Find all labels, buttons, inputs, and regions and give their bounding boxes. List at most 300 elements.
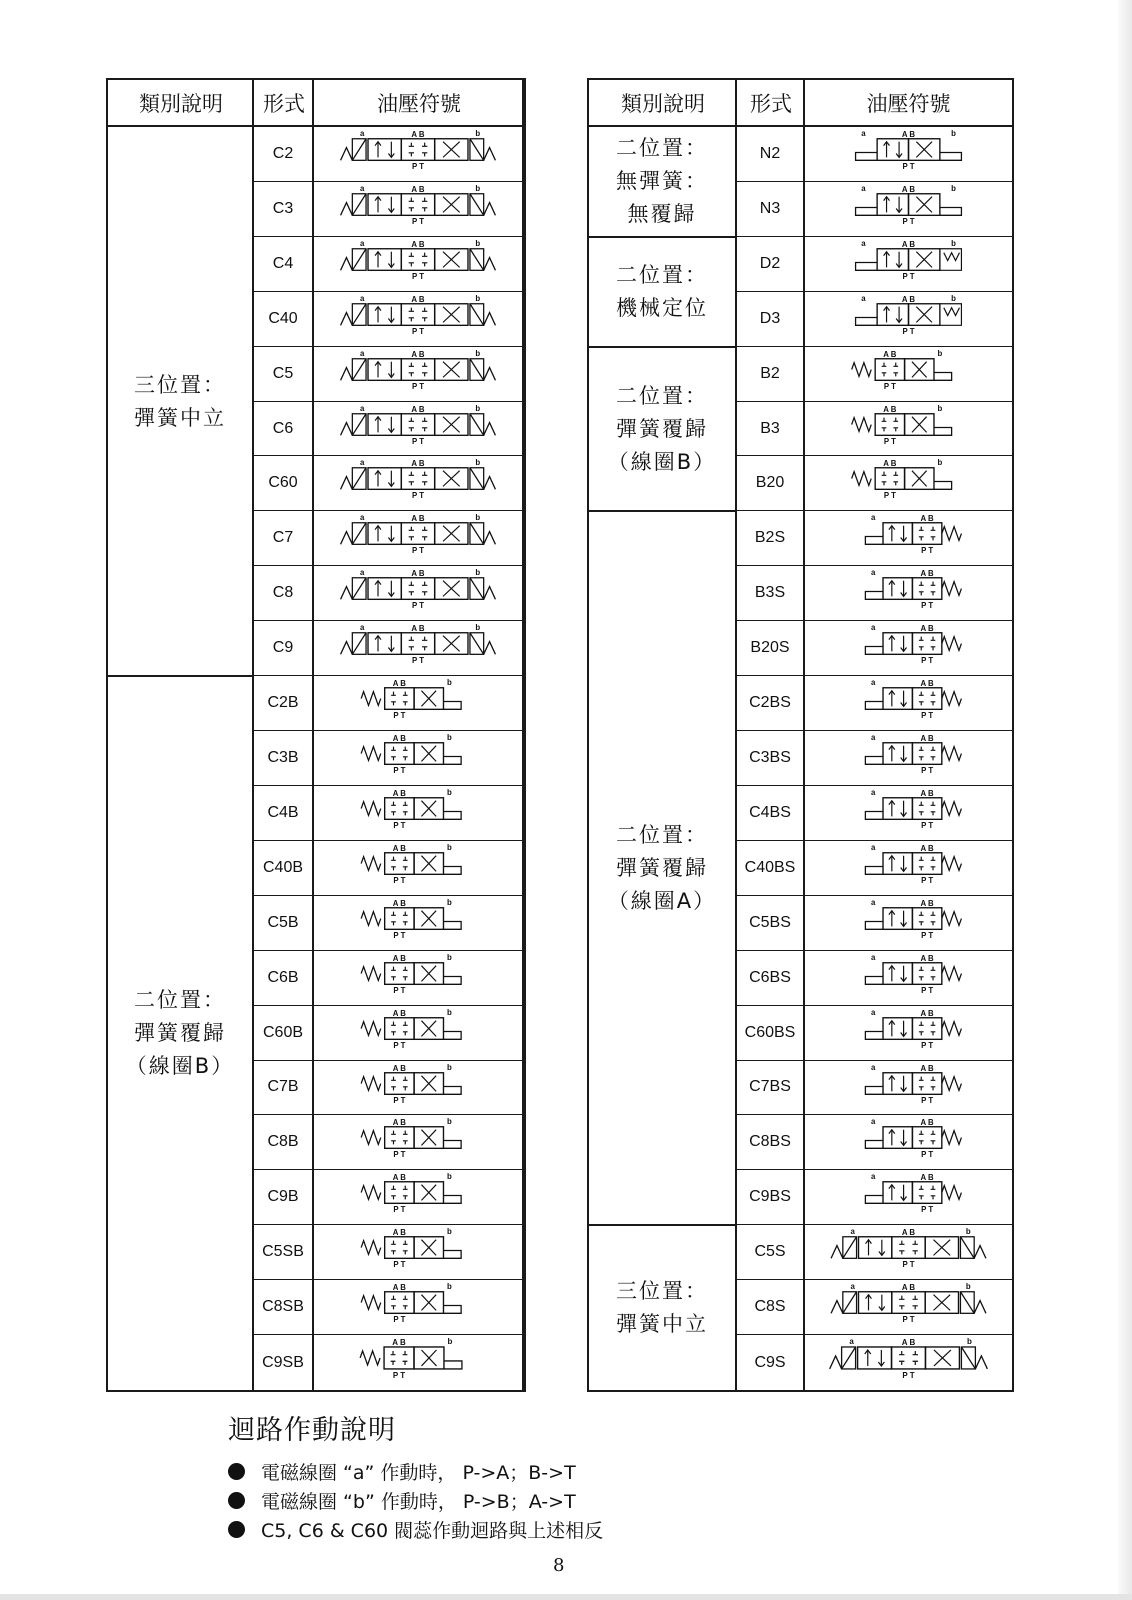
scan-bottom-edge [0, 1594, 1132, 1600]
model-code: C7 [254, 511, 312, 566]
svg-text:b: b [446, 1227, 452, 1237]
svg-text:P T: P T [921, 985, 934, 995]
model-code: C6B [254, 951, 312, 1006]
model-code: D2 [737, 237, 803, 292]
svg-text:A B: A B [392, 678, 406, 688]
scan-edge [1118, 0, 1132, 1600]
svg-text:a: a [359, 348, 365, 358]
svg-text:a: a [359, 403, 365, 413]
svg-text:P T: P T [902, 217, 915, 227]
hydraulic-symbol [805, 676, 1012, 731]
svg-text:P T: P T [411, 656, 425, 666]
note-item [228, 1457, 928, 1486]
svg-text:b: b [475, 183, 481, 193]
svg-text:A B: A B [392, 1008, 406, 1018]
model-code: C60 [254, 456, 312, 511]
svg-text:A B: A B [901, 1338, 916, 1348]
svg-text:A B: A B [392, 733, 406, 743]
category-line: 二位置： [616, 822, 708, 847]
svg-text:A B: A B [920, 953, 934, 963]
hydraulic-symbol [805, 1280, 1012, 1335]
hydraulic-symbol [805, 402, 1012, 457]
column-divider [522, 80, 524, 1390]
valve-symbol-icon [314, 1115, 522, 1169]
category-group [589, 237, 735, 347]
svg-text:a: a [871, 1117, 876, 1127]
note-text: C5, C6 & C60 閥蕊作動迴路與上述相反 [261, 1520, 604, 1542]
category-line: 彈簧覆歸 [616, 416, 708, 441]
svg-text:A B: A B [920, 1008, 934, 1018]
svg-text:A B: A B [392, 1282, 406, 1292]
svg-text:A B: A B [920, 788, 934, 798]
model-code: N3 [737, 182, 803, 237]
svg-text:a: a [871, 897, 876, 907]
valve-symbol-icon [805, 1006, 1012, 1060]
model-code: C5SB [254, 1225, 312, 1280]
svg-text:P T: P T [393, 766, 406, 776]
hydraulic-symbol [805, 731, 1012, 786]
hydraulic-symbol [314, 292, 522, 347]
svg-text:b: b [475, 403, 481, 413]
model-code: C4B [254, 786, 312, 841]
model-code: C9BS [737, 1170, 803, 1225]
valve-symbol-icon [805, 951, 1012, 1005]
hydraulic-symbol [805, 127, 1012, 182]
model-code: C40B [254, 841, 312, 896]
hydraulic-symbol [314, 237, 522, 292]
svg-text:b: b [446, 732, 452, 742]
svg-text:P T: P T [393, 821, 406, 831]
svg-text:a: a [871, 623, 876, 633]
svg-text:a: a [359, 623, 365, 633]
model-code: C40 [254, 292, 312, 347]
svg-text:P T: P T [393, 711, 406, 721]
svg-text:P T: P T [393, 1260, 406, 1270]
header-category: 類別說明 [108, 80, 254, 127]
svg-text:b: b [446, 1172, 452, 1182]
hydraulic-symbol [805, 347, 1012, 402]
hydraulic-symbol [805, 1006, 1012, 1061]
model-code: C8SB [254, 1280, 312, 1335]
hydraulic-symbol [314, 182, 522, 237]
hydraulic-symbol [805, 182, 1012, 237]
hydraulic-symbol [314, 786, 522, 841]
svg-text:a: a [359, 293, 365, 303]
hydraulic-symbol [314, 1061, 522, 1116]
model-code: C3 [254, 182, 312, 237]
svg-text:P T: P T [411, 381, 425, 391]
hydraulic-symbol [805, 1061, 1012, 1116]
svg-text:P T: P T [411, 162, 425, 172]
valve-symbol-icon [805, 676, 1012, 730]
note-text: 電磁線圈 “a” 作動時， P->A；B->T [261, 1462, 576, 1484]
hydraulic-symbol [314, 1280, 522, 1335]
model-code: N2 [737, 127, 803, 182]
model-code: C40BS [737, 841, 803, 896]
bullet-icon [228, 1492, 245, 1509]
model-code: C3BS [737, 731, 803, 786]
category-line: 機械定位 [616, 295, 708, 320]
valve-symbol-icon [314, 347, 522, 401]
valve-symbol-icon [805, 402, 1012, 456]
category-line: 二位置： [616, 136, 708, 161]
svg-text:P T: P T [393, 930, 406, 940]
category-line: 二位置： [134, 987, 226, 1012]
hydraulic-symbol [314, 1225, 522, 1280]
category-line: 三位置： [134, 372, 226, 397]
svg-text:A B: A B [411, 239, 425, 249]
svg-text:A B: A B [392, 1173, 406, 1183]
svg-text:P T: P T [883, 491, 896, 501]
svg-text:A B: A B [411, 294, 425, 304]
hydraulic-symbol [805, 292, 1012, 347]
svg-text:A B: A B [392, 1063, 406, 1073]
valve-symbol-icon [314, 731, 522, 785]
model-code: C8B [254, 1115, 312, 1170]
hydraulic-symbol [314, 456, 522, 511]
svg-text:A B: A B [920, 678, 934, 688]
category-line: 三位置： [616, 1278, 708, 1303]
svg-text:a: a [871, 1172, 876, 1182]
hydraulic-symbol [805, 1115, 1012, 1170]
svg-text:b: b [475, 568, 481, 578]
header-symbol: 油壓符號 [805, 80, 1012, 127]
svg-text:P T: P T [921, 1095, 934, 1105]
hydraulic-symbol [314, 402, 522, 457]
header-model: 形式 [737, 80, 805, 127]
valve-symbol-icon [314, 1280, 522, 1334]
valve-symbol-icon [314, 402, 522, 456]
svg-text:P T: P T [393, 1315, 406, 1325]
svg-text:a: a [871, 732, 876, 742]
svg-text:P T: P T [393, 876, 406, 886]
model-code: C8 [254, 566, 312, 621]
left-valve-table [106, 78, 526, 1392]
category-line: 二位置： [616, 383, 708, 408]
category-group [589, 127, 735, 237]
svg-text:A B: A B [920, 569, 934, 579]
page-number: 8 [553, 1555, 565, 1576]
valve-symbol-icon [314, 1006, 522, 1060]
svg-text:A B: A B [392, 898, 406, 908]
svg-text:P T: P T [902, 271, 915, 281]
svg-text:A B: A B [411, 569, 425, 579]
note-text: 電磁線圈 “b” 作動時， P->B；A->T [261, 1491, 576, 1513]
svg-text:b: b [475, 513, 481, 523]
category-line: 無彈簧： [616, 169, 708, 194]
hydraulic-symbol [805, 951, 1012, 1006]
valve-symbol-icon [805, 456, 1012, 510]
svg-text:P T: P T [883, 381, 896, 391]
model-code: C2BS [737, 676, 803, 731]
svg-text:a: a [871, 787, 876, 797]
category-line: （線圈B） [607, 449, 717, 474]
svg-text:A B: A B [392, 788, 406, 798]
svg-text:P T: P T [902, 1260, 915, 1270]
valve-symbol-icon [805, 786, 1012, 840]
svg-text:b: b [965, 1281, 971, 1291]
svg-text:a: a [871, 568, 876, 578]
category-group [108, 676, 252, 1390]
svg-text:b: b [475, 293, 481, 303]
svg-text:a: a [359, 458, 365, 468]
svg-text:A B: A B [920, 1063, 934, 1073]
bullet-icon [228, 1463, 245, 1480]
svg-text:P T: P T [393, 985, 406, 995]
valve-symbol-icon [805, 1115, 1012, 1169]
svg-text:a: a [359, 183, 365, 193]
svg-text:A B: A B [920, 843, 934, 853]
svg-text:P T: P T [921, 930, 934, 940]
svg-text:a: a [359, 513, 365, 523]
svg-text:b: b [966, 1337, 972, 1347]
svg-text:A B: A B [392, 1118, 406, 1128]
model-code: C5 [254, 347, 312, 402]
hydraulic-symbol [314, 731, 522, 786]
hydraulic-symbol [805, 1225, 1012, 1280]
svg-text:P T: P T [393, 1150, 406, 1160]
valve-symbol-icon [314, 127, 522, 181]
svg-text:A B: A B [901, 1282, 916, 1292]
valve-symbol-icon [805, 1280, 1012, 1334]
hydraulic-symbol [314, 1115, 522, 1170]
category-line: 彈簧覆歸 [616, 855, 708, 880]
hydraulic-symbol [805, 237, 1012, 292]
svg-text:b: b [951, 293, 956, 303]
svg-text:P T: P T [411, 546, 425, 556]
hydraulic-symbol [314, 566, 522, 621]
valve-symbol-icon [805, 182, 1012, 236]
svg-text:P T: P T [921, 1040, 934, 1050]
svg-text:A B: A B [411, 129, 425, 139]
hydraulic-symbol [314, 1170, 522, 1225]
svg-text:a: a [871, 513, 876, 523]
svg-text:P T: P T [921, 656, 934, 666]
category-line: 彈簧覆歸 [134, 1020, 226, 1045]
svg-text:A B: A B [411, 459, 425, 469]
model-code: B20S [737, 621, 803, 676]
valve-symbol-icon [805, 1335, 1012, 1390]
valve-symbol-icon [805, 292, 1012, 346]
svg-text:A B: A B [411, 514, 425, 524]
category-group [589, 511, 735, 1225]
valve-symbol-icon [314, 676, 522, 730]
svg-text:P T: P T [902, 162, 915, 172]
category-group [108, 127, 252, 676]
svg-text:A B: A B [901, 1228, 916, 1238]
bullet-icon [228, 1521, 245, 1538]
svg-text:b: b [446, 897, 452, 907]
svg-text:P T: P T [921, 821, 934, 831]
model-code: C6 [254, 402, 312, 457]
valve-symbol-icon [314, 566, 522, 620]
svg-text:A B: A B [920, 1173, 934, 1183]
svg-text:P T: P T [902, 326, 915, 336]
model-code: C5S [737, 1225, 803, 1280]
svg-text:A B: A B [901, 129, 916, 139]
svg-text:P T: P T [392, 1371, 406, 1381]
hydraulic-symbol [805, 786, 1012, 841]
svg-text:b: b [446, 1007, 452, 1017]
model-code: C7BS [737, 1061, 803, 1116]
category-line: （線圈A） [607, 888, 717, 913]
svg-text:a: a [850, 1281, 855, 1291]
svg-text:b: b [937, 348, 943, 358]
svg-text:P T: P T [411, 436, 425, 446]
svg-text:P T: P T [393, 1095, 406, 1105]
svg-text:P T: P T [411, 491, 425, 501]
model-code: C9B [254, 1170, 312, 1225]
svg-text:A B: A B [883, 404, 897, 414]
svg-text:a: a [861, 238, 866, 248]
svg-text:A B: A B [883, 459, 897, 469]
svg-text:b: b [937, 403, 943, 413]
model-code: B2 [737, 347, 803, 402]
header-symbol: 油壓符號 [314, 80, 524, 127]
hydraulic-symbol [805, 841, 1012, 896]
model-code: B3S [737, 566, 803, 621]
svg-text:P T: P T [411, 217, 425, 227]
svg-text:P T: P T [921, 876, 934, 886]
valve-symbol-icon [314, 951, 522, 1005]
svg-text:b: b [937, 458, 943, 468]
hydraulic-symbol [314, 1335, 522, 1390]
model-code: C6BS [737, 951, 803, 1006]
svg-text:P T: P T [411, 601, 425, 611]
svg-text:A B: A B [411, 349, 425, 359]
category-line: 彈簧中立 [134, 405, 226, 430]
model-code: B20 [737, 456, 803, 511]
svg-text:P T: P T [411, 326, 425, 336]
hydraulic-symbol [314, 676, 522, 731]
svg-text:b: b [446, 1117, 452, 1127]
valve-symbol-icon [314, 1225, 522, 1279]
hydraulic-symbol [805, 896, 1012, 951]
category-group [589, 347, 735, 512]
model-code: C60BS [737, 1006, 803, 1061]
svg-text:a: a [861, 293, 866, 303]
category-line: 二位置： [616, 262, 708, 287]
svg-text:b: b [965, 1227, 971, 1237]
valve-symbol-icon [805, 347, 1012, 401]
svg-text:A B: A B [901, 239, 916, 249]
svg-text:A B: A B [920, 1118, 934, 1128]
svg-text:P T: P T [393, 1205, 406, 1215]
svg-text:b: b [446, 677, 452, 687]
svg-text:A B: A B [883, 349, 897, 359]
hydraulic-symbol [314, 511, 522, 566]
svg-text:b: b [475, 458, 481, 468]
svg-text:b: b [475, 128, 481, 138]
header-category: 類別說明 [589, 80, 737, 127]
hydraulic-symbol [314, 127, 522, 182]
category-line: （線圈B） [125, 1053, 235, 1078]
svg-text:b: b [446, 787, 452, 797]
svg-text:b: b [951, 238, 956, 248]
svg-text:b: b [475, 238, 481, 248]
valve-symbol-icon [314, 456, 522, 510]
svg-text:P T: P T [921, 1205, 934, 1215]
category-line: 無覆歸 [627, 202, 697, 227]
svg-text:A B: A B [411, 404, 425, 414]
model-code: C9SB [262, 1353, 304, 1371]
model-code: C7B [254, 1061, 312, 1116]
valve-symbol-icon [805, 731, 1012, 785]
valve-symbol-icon [314, 1335, 522, 1390]
svg-text:a: a [861, 128, 866, 138]
svg-text:b: b [951, 128, 956, 138]
svg-text:a: a [850, 1227, 855, 1237]
valve-symbol-icon [314, 511, 522, 565]
svg-text:A B: A B [392, 1228, 406, 1238]
svg-text:b: b [475, 348, 481, 358]
svg-text:a: a [359, 568, 365, 578]
svg-text:a: a [359, 128, 365, 138]
valve-symbol-icon [314, 182, 522, 236]
svg-text:A B: A B [901, 184, 916, 194]
model-code: C9S [754, 1353, 786, 1371]
svg-text:P T: P T [921, 711, 934, 721]
svg-text:b: b [446, 952, 452, 962]
svg-text:b: b [446, 1281, 452, 1291]
svg-text:A B: A B [901, 294, 916, 304]
hydraulic-symbol [314, 347, 522, 402]
svg-text:P T: P T [902, 1371, 915, 1381]
hydraulic-symbol [805, 456, 1012, 511]
valve-symbol-icon [314, 896, 522, 950]
valve-symbol-icon [805, 841, 1012, 895]
model-code: C5B [254, 896, 312, 951]
model-code: D3 [737, 292, 803, 347]
valve-symbol-icon [805, 896, 1012, 950]
svg-text:a: a [871, 952, 876, 962]
svg-text:a: a [359, 238, 365, 248]
hydraulic-symbol [805, 566, 1012, 621]
model-code: C8BS [737, 1115, 803, 1170]
hydraulic-symbol [805, 1335, 1012, 1390]
svg-text:P T: P T [921, 1150, 934, 1160]
valve-symbol-icon [805, 621, 1012, 675]
model-code: C5BS [737, 896, 803, 951]
hydraulic-symbol [805, 511, 1012, 566]
valve-symbol-icon [314, 1170, 522, 1224]
model-code: C9 [254, 621, 312, 676]
valve-symbol-icon [805, 1225, 1012, 1279]
svg-text:P T: P T [902, 1315, 915, 1325]
circuit-notes [228, 1408, 928, 1544]
svg-text:A B: A B [411, 184, 425, 194]
model-code: C8S [737, 1280, 803, 1335]
svg-text:b: b [446, 1062, 452, 1072]
valve-symbol-icon [314, 841, 522, 895]
svg-text:A B: A B [392, 1338, 406, 1348]
svg-text:a: a [871, 1062, 876, 1072]
model-code: C4 [254, 237, 312, 292]
svg-text:b: b [446, 842, 452, 852]
valve-symbol-icon [805, 237, 1012, 291]
svg-text:A B: A B [920, 898, 934, 908]
right-valve-table [587, 78, 1014, 1392]
note-item [228, 1486, 928, 1515]
notes-title: 迴路作動說明 [228, 1415, 396, 1446]
model-code: C3B [254, 731, 312, 786]
svg-text:a: a [849, 1337, 854, 1347]
svg-text:b: b [951, 183, 956, 193]
svg-text:a: a [871, 842, 876, 852]
hydraulic-symbol [314, 951, 522, 1006]
svg-text:A B: A B [920, 514, 934, 524]
svg-text:A B: A B [392, 843, 406, 853]
